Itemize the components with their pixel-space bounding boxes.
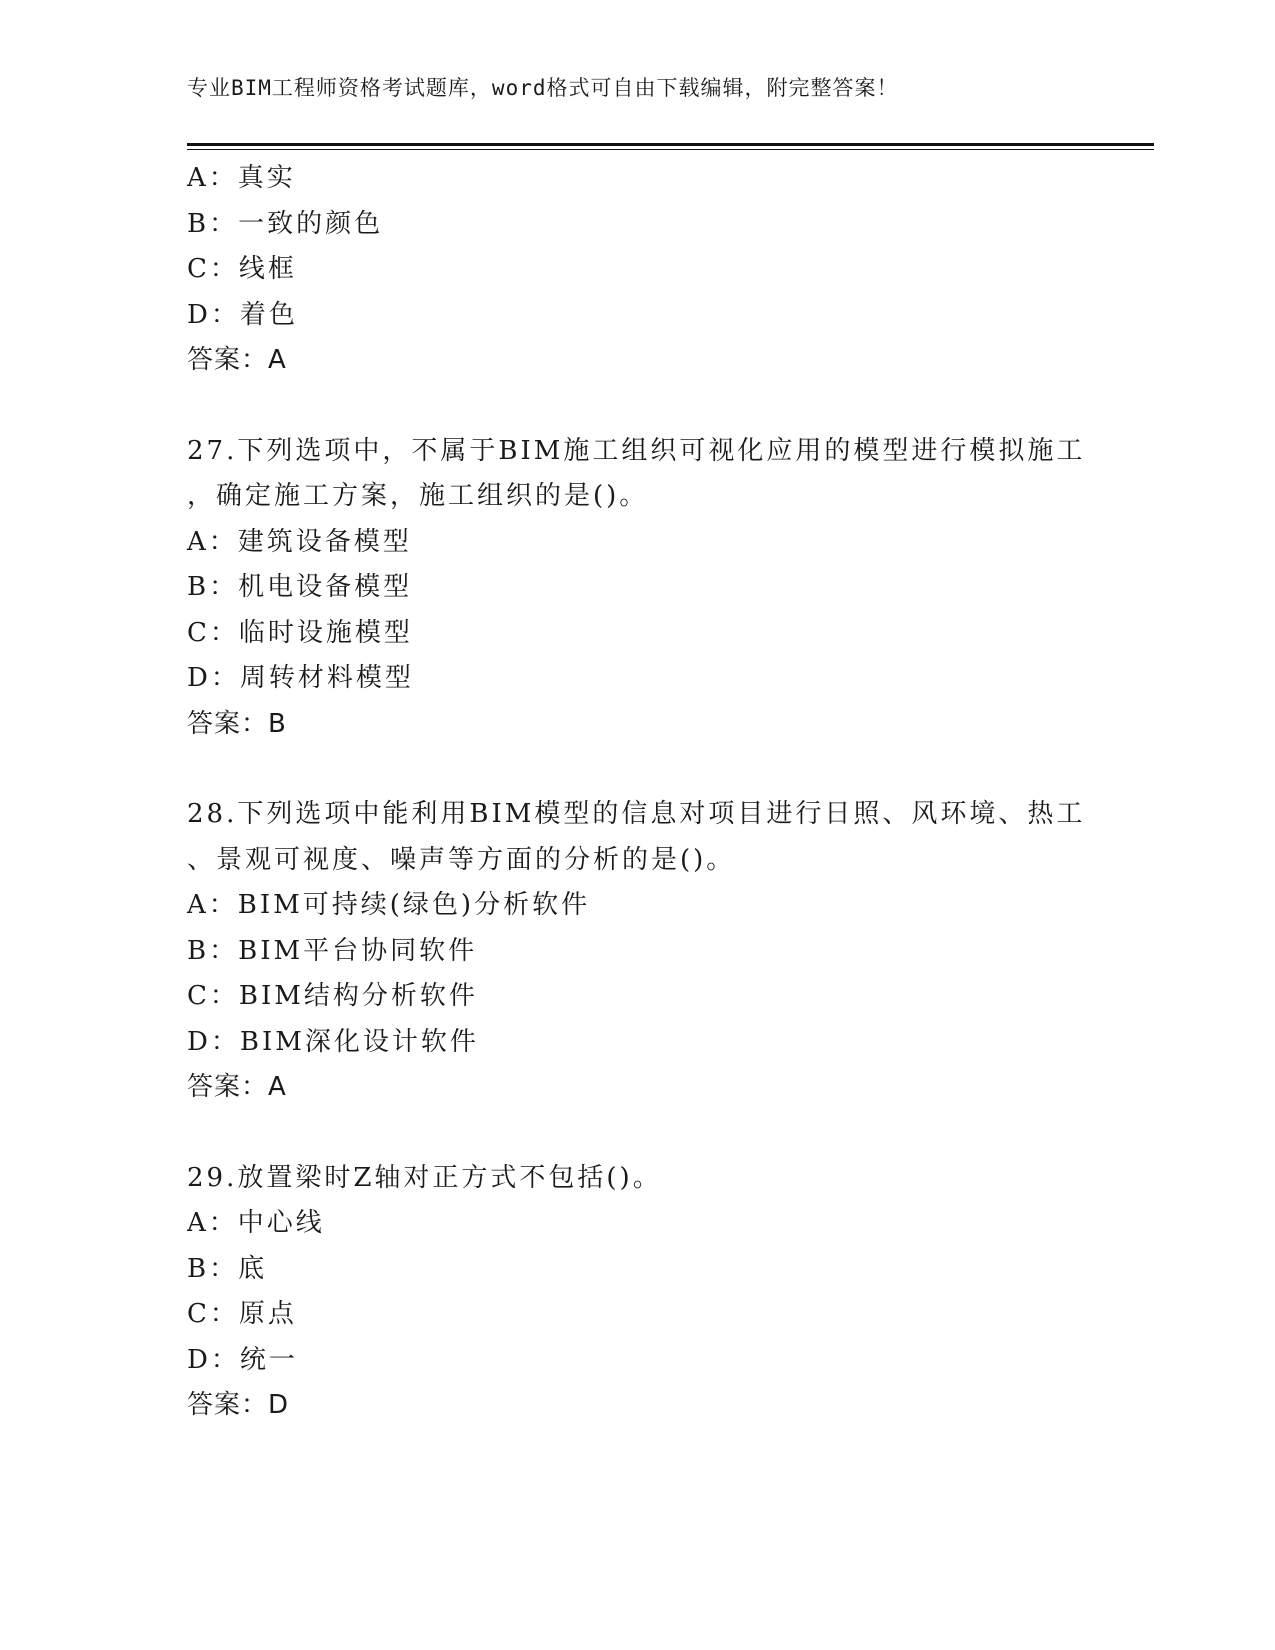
option-c: C：线框 — [187, 254, 297, 284]
spacer — [187, 1111, 1087, 1156]
option-a: A：中心线 — [187, 1208, 325, 1238]
option-d: D：周转材料模型 — [187, 663, 414, 693]
option-d: D：统一 — [187, 1344, 298, 1375]
option-d: D：着色 — [187, 299, 298, 330]
spacer — [187, 384, 1087, 429]
question-stem-line: 29.放置梁时Z轴对正方式不包括()。 — [187, 1162, 662, 1193]
question-27 — [187, 429, 1087, 748]
option-c: C：BIM结构分析软件 — [187, 981, 478, 1011]
answer-line: 答案：D — [187, 1390, 290, 1420]
prev-question-block — [187, 156, 1087, 384]
option-b: B：BIM平台协同软件 — [187, 935, 478, 966]
option-d: D：BIM深化设计软件 — [187, 1026, 479, 1057]
option-a: A：真实 — [187, 163, 296, 193]
header-rule-thick — [187, 143, 1154, 146]
option-b: B：一致的颜色 — [187, 208, 384, 239]
question-28 — [187, 792, 1087, 1111]
question-stem-line: 、景观可视度、噪声等方面的分析的是()。 — [187, 844, 736, 875]
answer-line: 答案：B — [187, 708, 287, 739]
option-c: C：原点 — [187, 1299, 297, 1329]
option-b: B：机电设备模型 — [187, 572, 413, 602]
option-a: A：BIM可持续(绿色)分析软件 — [187, 890, 591, 920]
answer-line: 答案：A — [187, 1072, 287, 1102]
option-c: C：临时设施模型 — [187, 617, 413, 648]
spacer — [187, 747, 1087, 792]
answer-line: 答案：A — [187, 345, 287, 375]
option-a: A：建筑设备模型 — [187, 526, 412, 557]
document-header: 专业BIM工程师资格考试题库，word格式可自由下载编辑，附完整答案！ — [187, 76, 899, 100]
header-rule-thin — [187, 149, 1154, 150]
question-stem-line: 28.下列选项中能利用BIM模型的信息对项目进行日照、风环境、热工 — [187, 799, 1086, 829]
question-stem-line: ，确定施工方案，施工组织的是()。 — [187, 481, 649, 511]
option-b: B：底 — [187, 1253, 268, 1284]
question-29 — [187, 1156, 1087, 1429]
question-stem-line: 27.下列选项中，不属于BIM施工组织可视化应用的模型进行模拟施工 — [187, 435, 1086, 466]
question-content — [187, 156, 1087, 1429]
